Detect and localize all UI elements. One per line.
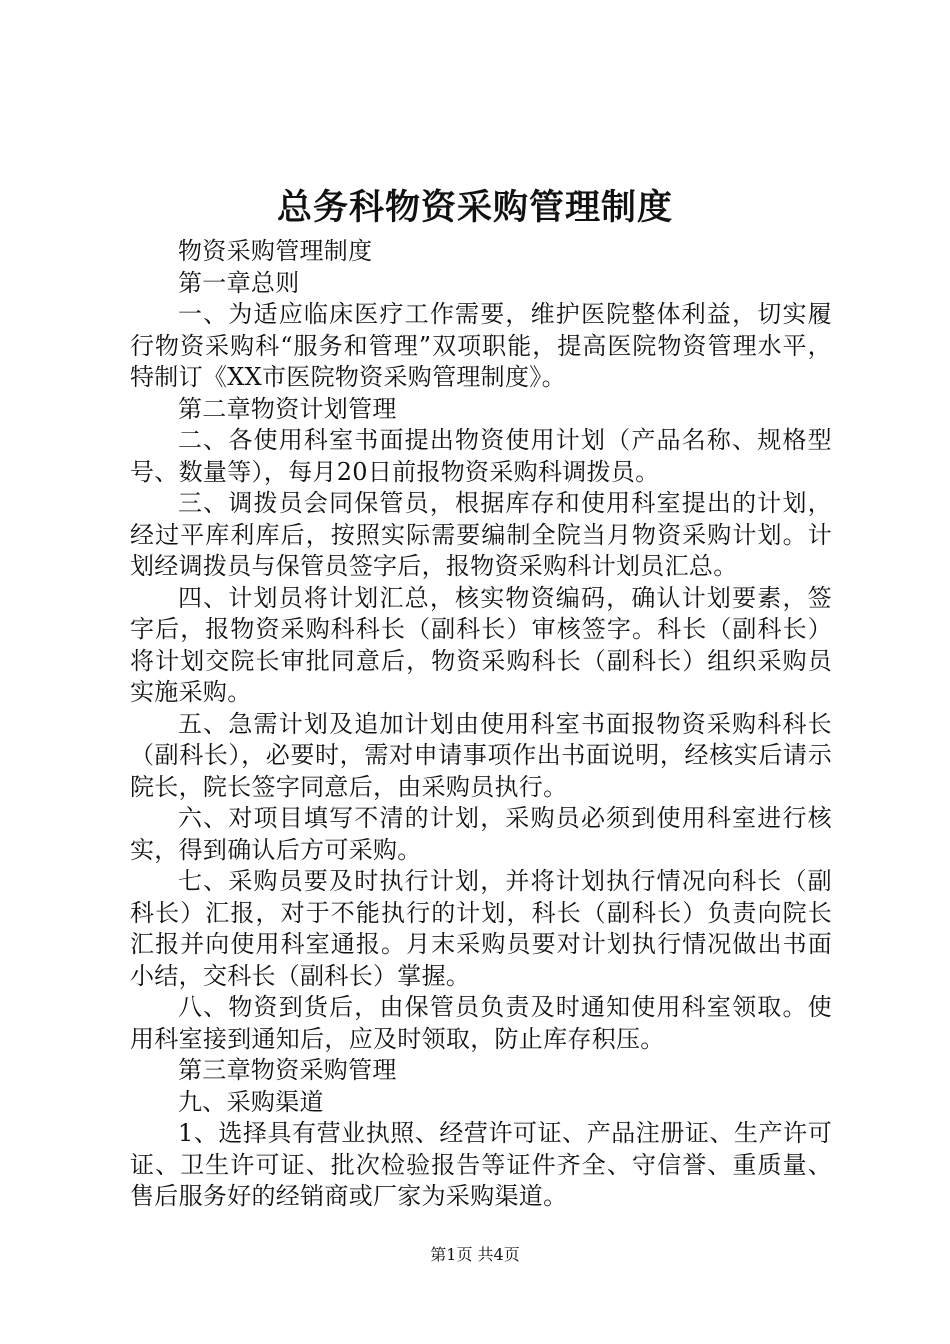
chapter-heading: 第三章物资采购管理 — [178, 1056, 397, 1084]
paragraph: 六、对项目填写不清的计划，采购员必须到使用科室进行核实，得到确认后方可采购。 — [130, 804, 832, 864]
paragraph: 1、选择具有营业执照、经营许可证、产品注册证、生产许可证、卫生许可证、批次检验报告等证件齐全、守信誉、重质量、售后服务好的经销商或厂家为采购渠道。 — [130, 1119, 832, 1210]
paragraph: 五、急需计划及追加计划由使用科室书面报物资采购科科长（副科长），必要时，需对申请事项作出书面说明，经核实后请示院长，院长签字同意后，由采购员执行。 — [130, 709, 832, 801]
chapter-heading: 第一章总则 — [178, 268, 300, 297]
section-heading: 九、采购渠道 — [178, 1087, 324, 1116]
paragraph: 八、物资到货后，由保管员负责及时通知使用科室领取。使用科室接到通知后，应及时领取，防止库存积压。 — [130, 993, 832, 1053]
paragraph: 一、为适应临床医疗工作需要，维护医院整体利益，切实履行物资采购科“服务和管理”双项职能，提高医院物资管理水平，特制订《XX市医院物资采购管理制度》。 — [130, 300, 832, 391]
page-number: 第1页 共4页 — [430, 1245, 520, 1264]
paragraph: 三、调拨员会同保管员，根据库存和使用科室提出的计划，经过平库利库后，按照实际需要编制全院当月物资采购计划。计划经调拨员与保管员签字后，报物资采购科计划员汇总。 — [130, 489, 832, 580]
document-body — [130, 236, 832, 1213]
paragraph: 二、各使用科室书面提出物资使用计划（产品名称、规格型号、数量等），每月20日前报物资采购科调拨员。 — [130, 426, 832, 486]
document-title: 总务科物资采购管理制度 — [276, 187, 673, 228]
chapter-heading: 第二章物资计划管理 — [178, 394, 397, 423]
paragraph: 七、采购员要及时执行计划，并将计划执行情况向科长（副科长）汇报，对于不能执行的计划，科长（副科长）负责向院长汇报并向使用科室通报。月末采购员要对计划执行情况做出书面小结，交科长（副科长）掌握。 — [130, 867, 832, 990]
paragraph: 四、计划员将计划汇总，核实物资编码，确认计划要素，签字后，报物资采购科科长（副科长）审核签字。科长（副科长）将计划交院长审批同意后，物资采购科长（副科长）组织采购员实施采购。 — [130, 583, 832, 706]
paragraph: 物资采购管理制度 — [178, 237, 373, 265]
